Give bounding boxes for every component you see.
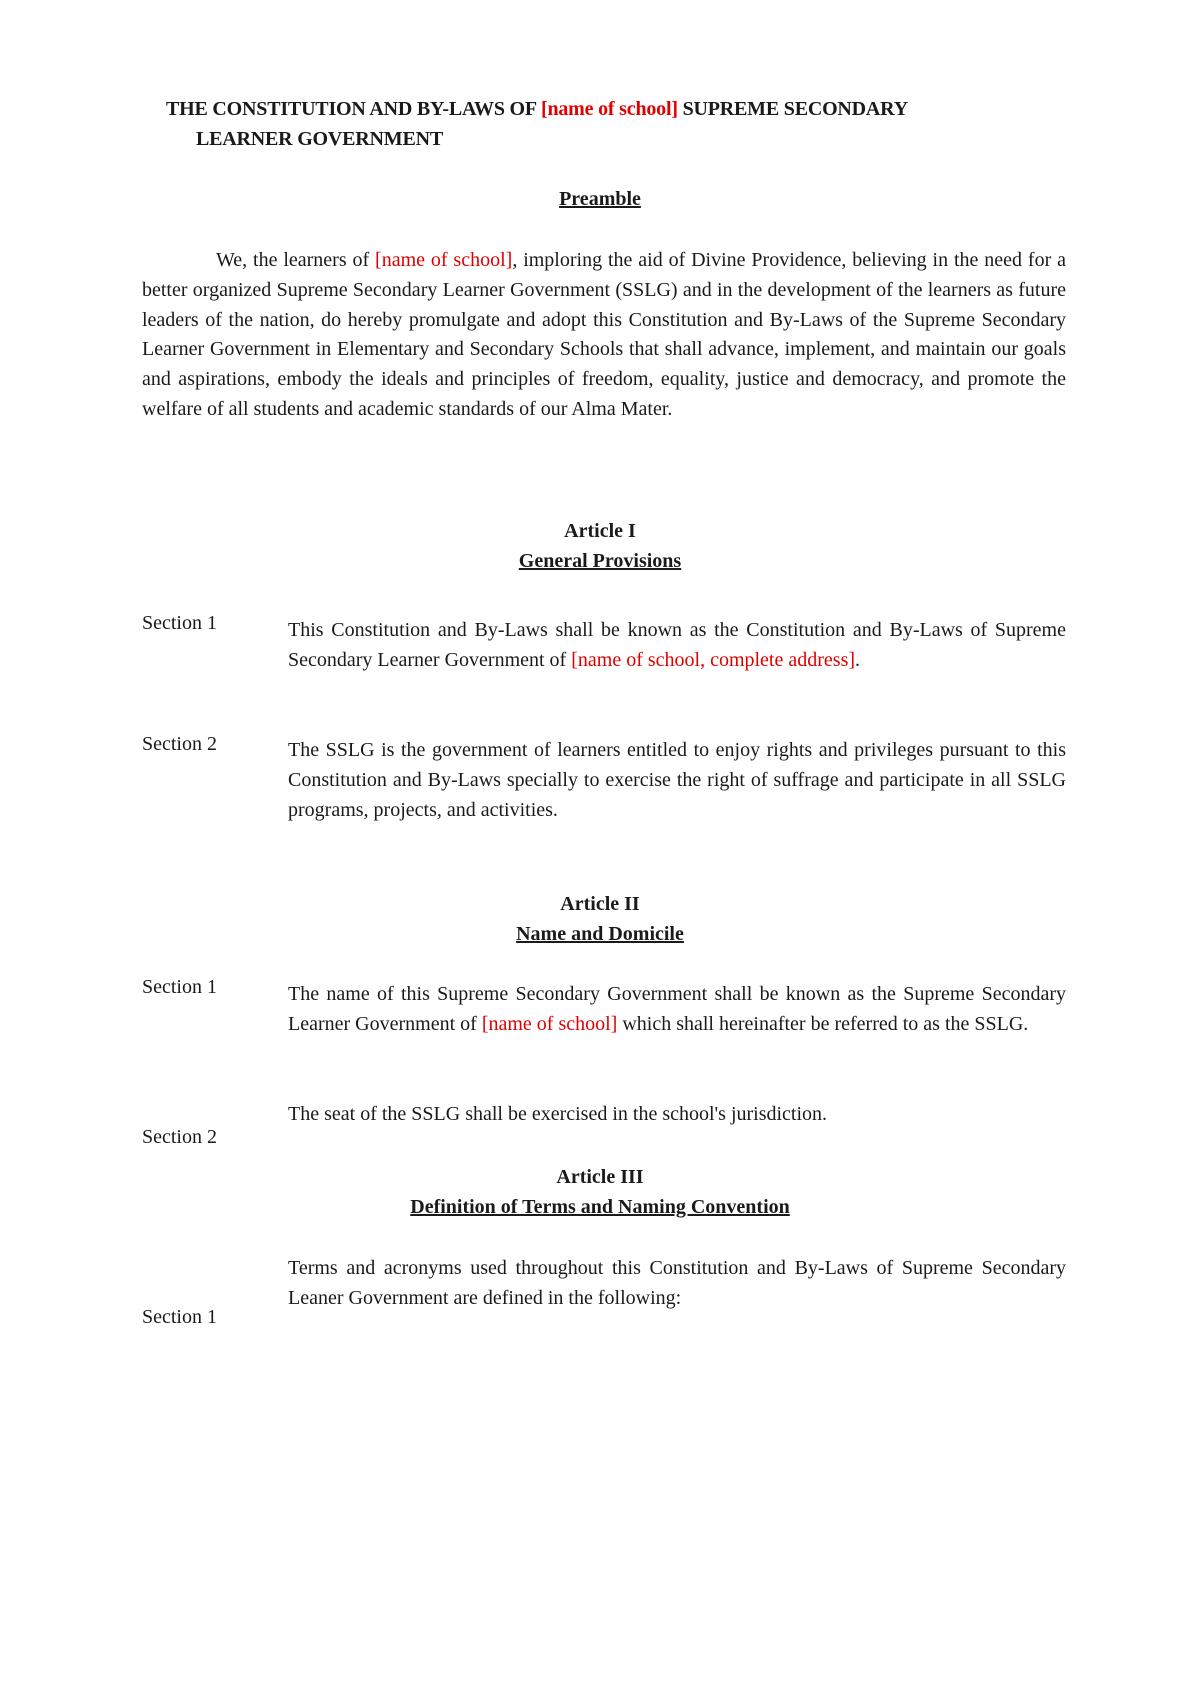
article-1-section-1-label: Section 1 xyxy=(142,612,217,634)
school-placeholder: [name of school] xyxy=(481,1012,618,1035)
article-2-number: Article II xyxy=(560,893,640,915)
title-line2: LEARNER GOVERNMENT xyxy=(196,128,443,150)
article-1-section-2-text: The SSLG is the government of learners entitled to enjoy rights and privileges pursuant to this Constitution and By-Laws specially to exercise the right of suffrage and participate in all SSLG programs, projects, and activities. xyxy=(288,739,1066,821)
preamble-heading: Preamble xyxy=(559,188,641,210)
article-3-number: Article III xyxy=(556,1166,644,1188)
article-2-section-2-text: The seat of the SSLG shall be exercised in the school's jurisdiction. xyxy=(288,1103,828,1125)
title-line1-prefix: THE CONSTITUTION AND BY-LAWS OF xyxy=(166,98,541,120)
article-2-section-2-label: Section 2 xyxy=(142,1126,217,1148)
article-1-section-1-text: This Constitution and By-Laws shall be known as the Constitution and By-Laws of Supreme Secondary Learner Government of [name of school, complete address]. xyxy=(288,619,1066,671)
article-2-section-1-text: The name of this Supreme Secondary Government shall be known as the Supreme Secondary Learner Government of [name of school] which shall hereinafter be referred to as the SSLG. xyxy=(288,983,1066,1035)
article-3-section-1-label: Section 1 xyxy=(142,1306,217,1328)
preamble-placeholder: [name of school] xyxy=(375,249,513,271)
article-1-number: Article I xyxy=(564,520,636,542)
address-placeholder: [name of school, complete address] xyxy=(571,648,856,671)
document-title xyxy=(166,94,1066,154)
preamble-text: We, the learners of [name of school], imploring the aid of Divine Providence, believing in the need for a better organized Supreme Secondary Learner Government (SSLG) and in the development of the learners as future leaders of the nation, do hereby promulgate and adopt this Constitution and By-Laws of the Supreme Secondary Learner Government in Elementary and Secondary Schools that shall advance, implement, and maintain our goals and aspirations, embody the ideals and principles of freedom, equality, justice and democracy, and promote the welfare of all students and academic standards of our Alma Mater. xyxy=(142,249,1066,420)
article-3-title: Definition of Terms and Naming Convention xyxy=(410,1196,790,1218)
article-1-title: General Provisions xyxy=(518,550,682,572)
article-2-title: Name and Domicile xyxy=(516,923,684,945)
title-placeholder: [name of school] xyxy=(541,98,678,120)
article-2-section-1-label: Section 1 xyxy=(142,976,217,998)
article-1-section-2-label: Section 2 xyxy=(142,733,217,755)
article-3-section-1-text: Terms and acronyms used throughout this Constitution and By-Laws of Supreme Secondary Leaner Government are defined in the following: xyxy=(288,1257,1066,1309)
title-line1-suffix: SUPREME SECONDARY xyxy=(677,98,908,120)
